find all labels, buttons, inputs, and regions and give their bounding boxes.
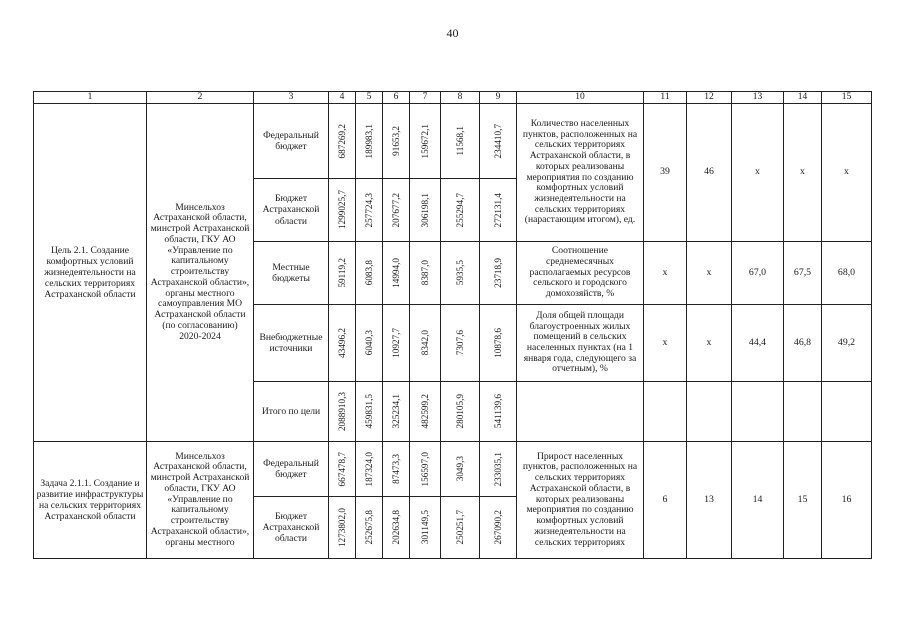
funding-value: 202634,8 <box>390 510 401 545</box>
column-header: 13 <box>732 92 784 104</box>
column-header: 6 <box>383 92 410 104</box>
funding-value: 10878,6 <box>492 328 503 358</box>
task-executors: Минсельхоз Астраханской области, минстрой Астраханской области, ГКУ АО «Управление по капитальному строительству Астраханской области», органы местного <box>147 442 254 559</box>
funding-value: 187324,0 <box>363 451 374 487</box>
indicator-value: х <box>687 305 732 382</box>
empty-cell <box>784 382 822 442</box>
column-header: 12 <box>687 92 732 104</box>
indicator-value: 49,2 <box>822 305 872 382</box>
indicator-value: х <box>822 104 872 242</box>
funding-value: 459831,5 <box>363 394 374 429</box>
funding-value: 7307,6 <box>454 330 465 356</box>
column-header: 10 <box>517 92 644 104</box>
funding-value: 87473,3 <box>390 454 401 484</box>
program-table <box>33 91 872 559</box>
indicator-value: 6 <box>644 442 687 559</box>
page-number: 40 <box>446 26 459 40</box>
indicator-value: 46,8 <box>784 305 822 382</box>
column-header: 14 <box>784 92 822 104</box>
funding-value: 234410,7 <box>492 123 503 159</box>
indicator-name: Прирост населенных пунктов, расположенных на сельских территориях Астраханской области, в которых реализованы мероприятия по созданию комфортных условий жизнедеятельности на сельских территориях <box>517 442 644 559</box>
funding-value: 10927,7 <box>390 328 401 358</box>
indicator-name: Соотношение среднемесячных располагаемых ресурсов сельского и городского домохозяйств, % <box>517 242 644 305</box>
funding-value: 482599,2 <box>419 394 430 429</box>
funding-source: Итого по цели <box>254 382 329 442</box>
funding-source: Местные бюджеты <box>254 242 329 305</box>
funding-source: Внебюджетные источники <box>254 305 329 382</box>
funding-value: 272131,4 <box>492 192 503 228</box>
funding-value: 3049,3 <box>454 456 465 482</box>
funding-source: Федеральный бюджет <box>254 442 329 497</box>
column-header: 1 <box>34 92 147 104</box>
goal-executors <box>147 104 254 442</box>
funding-value: 2088910,3 <box>336 391 347 432</box>
indicator-value: 39 <box>644 104 687 242</box>
funding-value: 267090,2 <box>492 510 503 545</box>
funding-source: Федеральный бюджет <box>254 104 329 179</box>
column-header: 8 <box>441 92 480 104</box>
funding-value: 6083,8 <box>363 260 374 286</box>
table-row <box>34 104 872 179</box>
indicator-value: 67,0 <box>732 242 784 305</box>
funding-value: 189983,1 <box>363 123 374 159</box>
empty-cell <box>644 382 687 442</box>
funding-source: Бюджет Астраханской области <box>254 497 329 559</box>
goal-period: 2020-2024 <box>179 330 221 342</box>
indicator-value: х <box>687 242 732 305</box>
funding-value: 43496,2 <box>336 328 347 358</box>
indicator-value: х <box>644 242 687 305</box>
funding-value: 280105,9 <box>454 394 465 429</box>
funding-value: 667478,7 <box>336 451 347 487</box>
empty-cell <box>732 382 784 442</box>
column-header: 11 <box>644 92 687 104</box>
task-title: Задача 2.1.1. Создание и развитие инфраструктуры на сельских территориях Астраханской области <box>34 442 147 559</box>
table-row <box>34 442 872 497</box>
funding-value: 6040,3 <box>363 330 374 356</box>
funding-value: 8342,0 <box>419 330 430 356</box>
indicator-value: 46 <box>687 104 732 242</box>
funding-value: 59119,2 <box>336 258 347 288</box>
indicator-name: Количество населенных пунктов, расположенных на сельских территориях Астраханской области, в которых реализованы мероприятия по созданию комфортных условий жизнедеятельности на сельских территориях (нарастающим итогом), ед. <box>517 104 644 242</box>
column-header: 3 <box>254 92 329 104</box>
column-header-row <box>34 92 872 104</box>
indicator-value: 67,5 <box>784 242 822 305</box>
funding-value: 23718,9 <box>492 258 503 288</box>
indicator-value: х <box>644 305 687 382</box>
indicator-value: х <box>732 104 784 242</box>
indicator-name: Доля общей площади благоустроенных жилых помещений в сельских населенных пунктах (на 1 января года, следующего за отчетным), % <box>517 305 644 382</box>
column-header: 4 <box>329 92 356 104</box>
indicator-value: х <box>784 104 822 242</box>
funding-value: 8387,0 <box>419 260 430 286</box>
empty-cell <box>822 382 872 442</box>
funding-value: 5935,5 <box>454 260 465 286</box>
indicator-value: 16 <box>822 442 872 559</box>
indicator-value: 15 <box>784 442 822 559</box>
empty-cell <box>517 382 644 442</box>
column-header: 5 <box>356 92 383 104</box>
funding-value: 255294,7 <box>454 192 465 228</box>
funding-value: 159672,1 <box>419 123 430 159</box>
funding-value: 11568,1 <box>454 126 465 156</box>
funding-value: 541139,6 <box>492 394 503 429</box>
funding-value: 14994,0 <box>390 258 401 288</box>
indicator-value: 44,4 <box>732 305 784 382</box>
funding-value: 1273802,0 <box>336 507 347 548</box>
goal-title: Цель 2.1. Создание комфортных условий жизнедеятельности на сельских территориях Астраханской области <box>34 104 147 442</box>
column-header: 9 <box>480 92 517 104</box>
funding-source: Бюджет Астраханской области <box>254 179 329 242</box>
funding-value: 301149,5 <box>419 510 430 545</box>
indicator-value: 14 <box>732 442 784 559</box>
column-header: 7 <box>410 92 441 104</box>
indicator-value: 68,0 <box>822 242 872 305</box>
empty-cell <box>687 382 732 442</box>
funding-value: 91653,2 <box>390 126 401 156</box>
indicator-value: 13 <box>687 442 732 559</box>
goal-executors-text: Минсельхоз Астраханской области, минстрой Астраханской области, ГКУ АО «Управление по капитальному строительству Астраханской области», органы местного самоуправления МО Астраханской области (по согласованию) <box>150 201 250 331</box>
column-header: 2 <box>147 92 254 104</box>
funding-value: 687269,2 <box>336 123 347 159</box>
funding-value: 325234,1 <box>390 394 401 429</box>
funding-value: 257724,3 <box>363 192 374 228</box>
funding-value: 306198,1 <box>419 192 430 228</box>
funding-value: 1299025,7 <box>336 190 347 230</box>
funding-value: 156597,0 <box>419 451 430 487</box>
column-header: 15 <box>822 92 872 104</box>
funding-value: 252675,8 <box>363 510 374 545</box>
funding-value: 233035,1 <box>492 451 503 487</box>
funding-value: 207677,2 <box>390 192 401 228</box>
funding-value: 250251,7 <box>454 510 465 545</box>
